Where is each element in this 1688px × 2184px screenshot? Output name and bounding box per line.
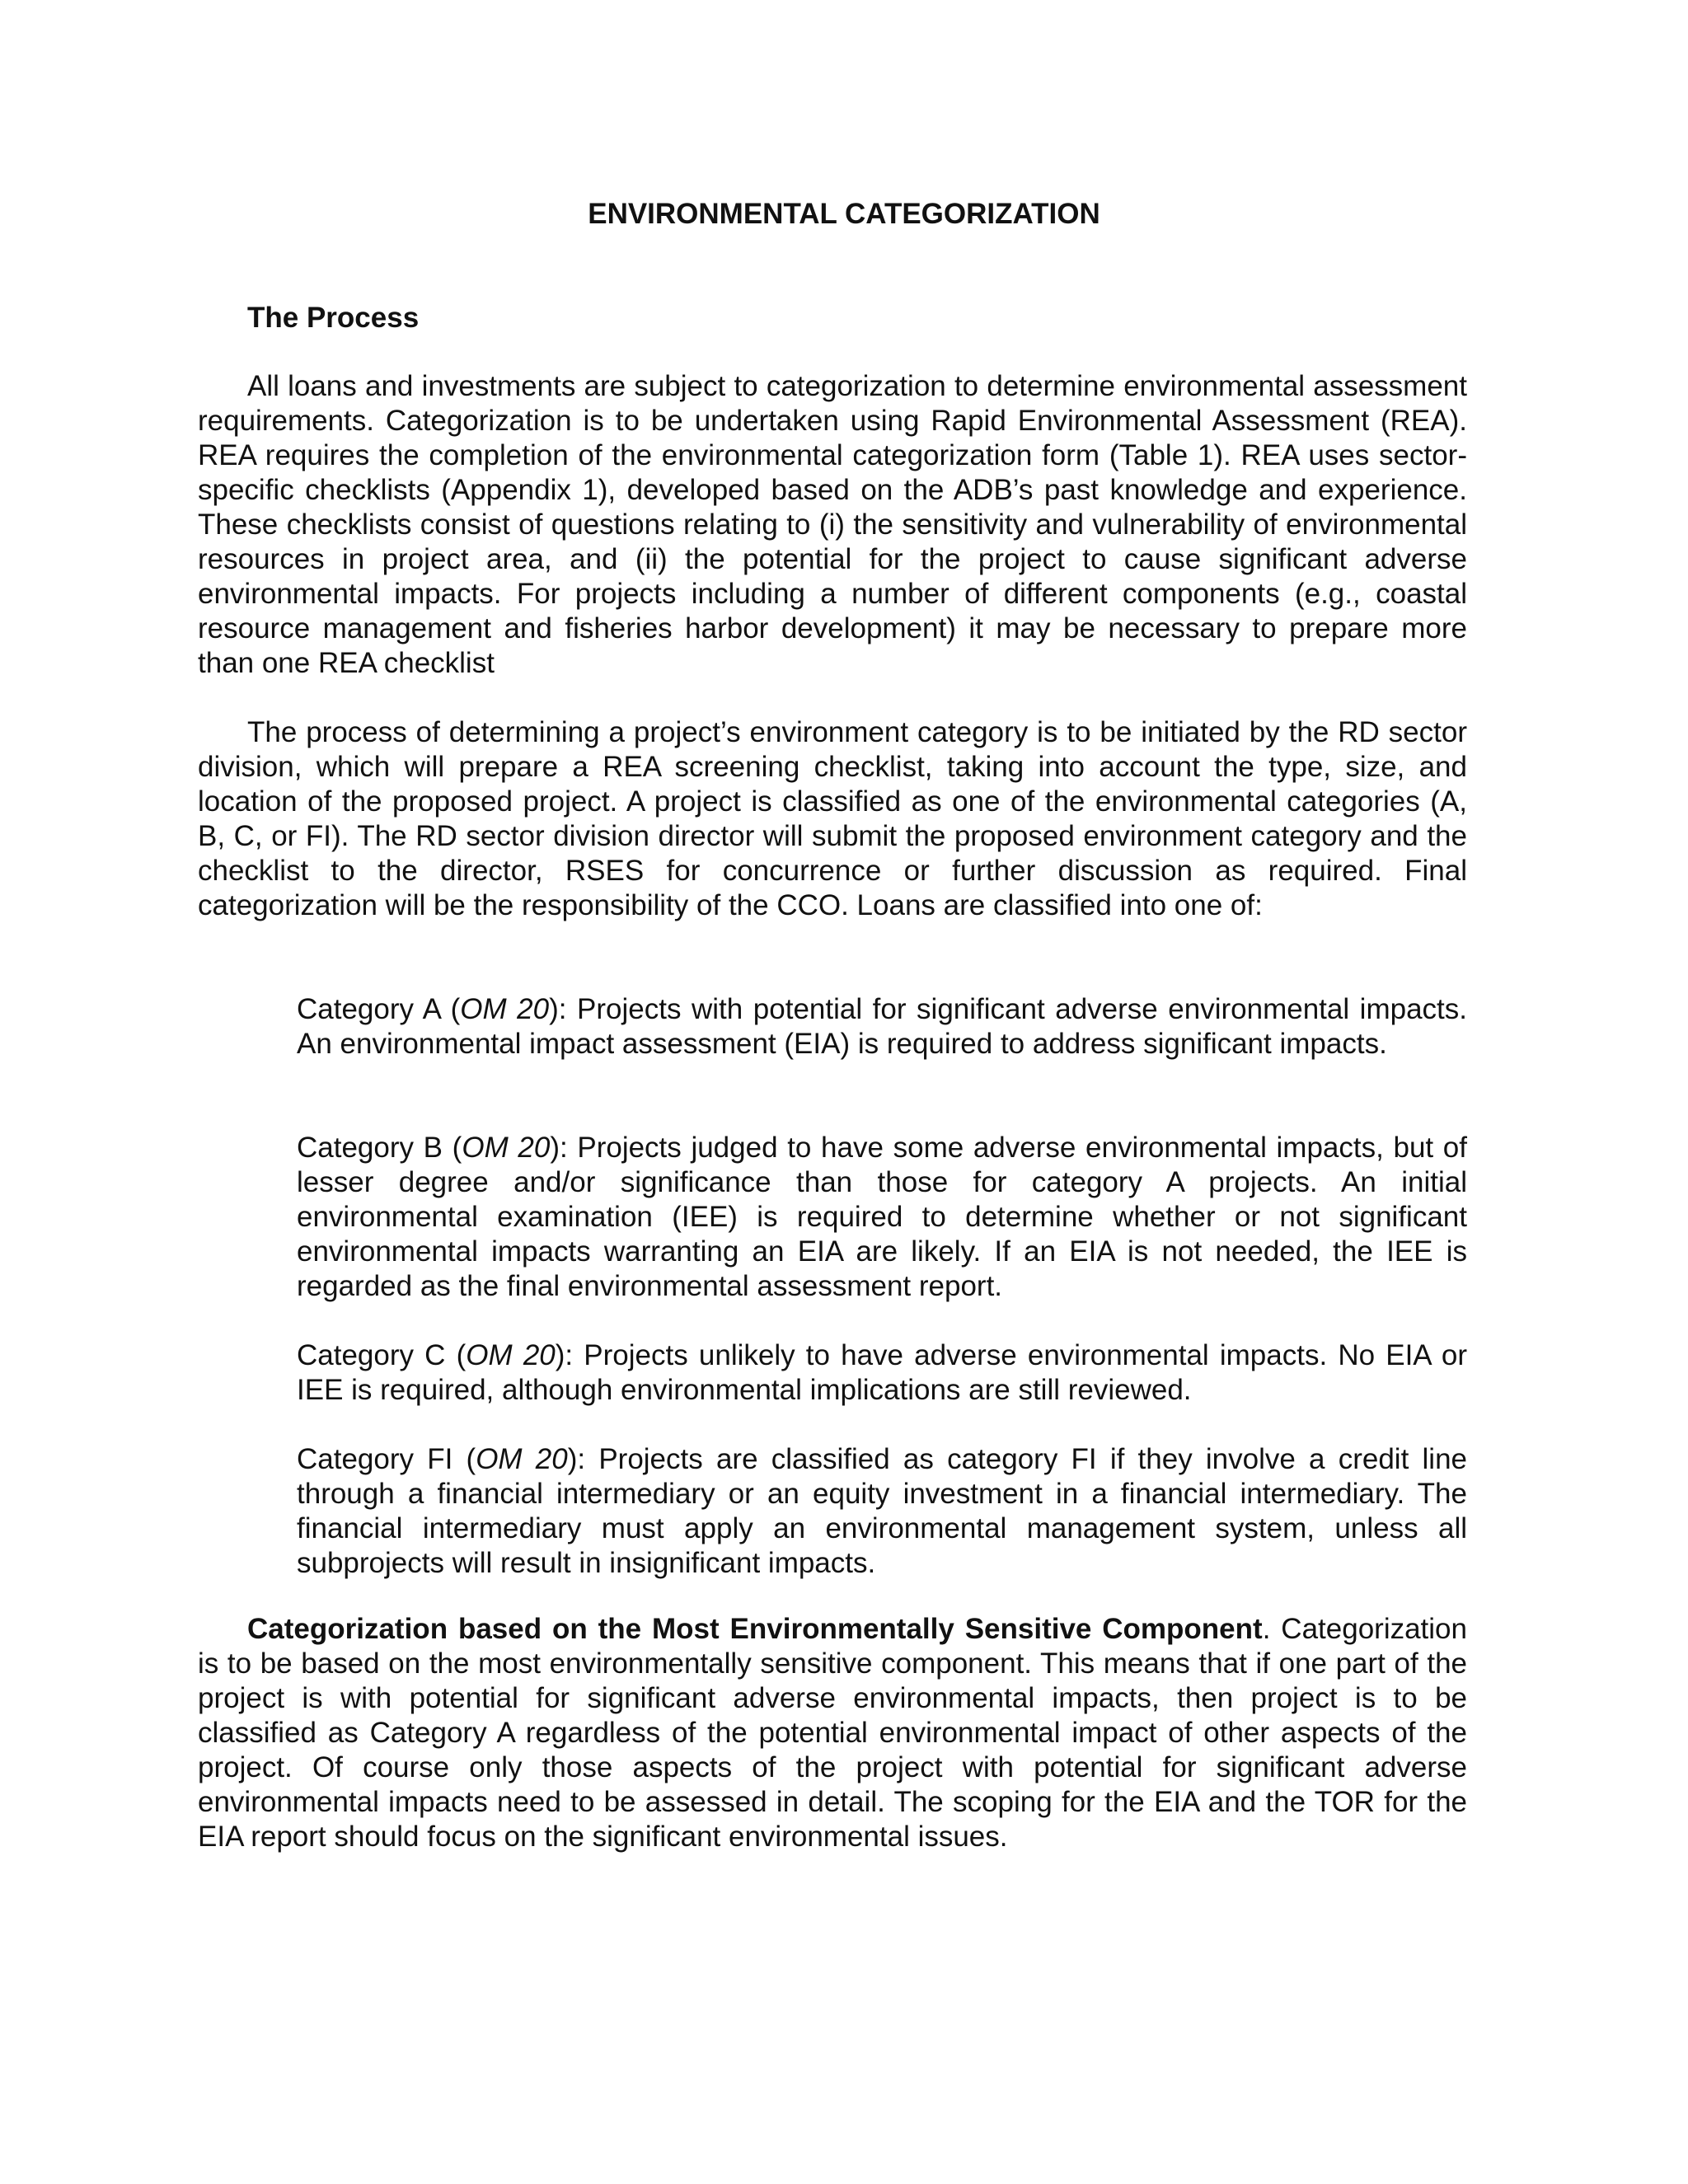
category-c-text: ): Projects unlikely to have adverse environmental impacts. No EIA or IEE is required, although environmental implications are still reviewed. bbox=[297, 1339, 1468, 1406]
category-fi-label: Category FI ( bbox=[297, 1443, 476, 1475]
category-a-item bbox=[297, 992, 1467, 1062]
category-b-ref: OM 20 bbox=[462, 1132, 551, 1164]
document-title: ENVIRONMENTAL CATEGORIZATION bbox=[588, 198, 1100, 230]
category-c-label: Category C ( bbox=[297, 1339, 467, 1371]
category-b-item bbox=[297, 1131, 1467, 1304]
category-b-text: ): Projects judged to have some adverse environmental impacts, but of lesser degree and/or significance than those for category A projects. An initial environmental examination (IEE) is required to determine whether or not significant environmental impacts warranting an EIA are likely. If an EIA is not needed, the IEE is regarded as the final environmental assessment report. bbox=[297, 1132, 1467, 1302]
category-fi-text: ): Projects are classified as category FI if they involve a credit line through a financial intermediary or an equity investment in a financial intermediary. The financial intermediary must apply an environmental management system, unless all subprojects will result in insignificant impacts. bbox=[297, 1443, 1468, 1579]
category-a-text: ): Projects with potential for significant adverse environmental impacts. An environmental impact assessment (EIA) is required to address significant impacts. bbox=[297, 993, 1467, 1060]
paragraph-3-lead-end: . bbox=[1262, 1613, 1271, 1645]
paragraph-rea-overview: All loans and investments are subject to categorization to determine environmental assessment requirements. Categorization is to be undertaken using Rapid Environmental Assessment (REA). REA requires the completion of the environmental categorization form (Table 1). REA uses sector-specific checklists (Appendix 1), developed based on the ADB’s past knowledge and experience. These checklists consist of questions relating to (i) the sensitivity and vulnerability of environmental resources in project area, and (ii) the potential for the project to cause significant adverse environmental impacts. For projects including a number of different components (e.g., coastal resource management and fisheries harbor development) it may be necessary to prepare more than one REA checklist bbox=[198, 370, 1467, 679]
paragraph-sensitive-component bbox=[198, 1612, 1467, 1854]
section-heading: The Process bbox=[247, 302, 420, 334]
category-a-ref: OM 20 bbox=[460, 993, 550, 1025]
category-c-ref: OM 20 bbox=[466, 1339, 556, 1371]
category-b-label: Category B ( bbox=[297, 1132, 462, 1164]
paragraph-3-lead: Categorization based on the Most Environmentally Sensitive Component bbox=[247, 1613, 1263, 1645]
paragraph-process: The process of determining a project’s environment category is to be initiated by the RD sector division, which will prepare a REA screening checklist, taking into account the type, size, and location of the proposed project. A project is classified as one of the environmental categories (A, B, C, or FI). The RD sector division director will submit the proposed environment category and the checklist to the director, RSES for concurrence or further discussion as required. Final categorization will be the responsibility of the CCO. Loans are classified into one of: bbox=[198, 716, 1467, 921]
category-a-label: Category A ( bbox=[297, 993, 461, 1025]
category-fi-item bbox=[297, 1442, 1467, 1581]
category-fi-ref: OM 20 bbox=[476, 1443, 568, 1475]
paragraph-3-body: Categorization is to be based on the most environmentally sensitive component. This means that if one part of the project is with potential for significant adverse environmental impacts, then project is to be classified as Category A regardless of the potential environmental impact of other aspects of the project. Of course only those aspects of the project with potential for significant adverse environmental impacts need to be assessed in detail. The scoping for the EIA and the TOR for the EIA report should focus on the significant environmental issues. bbox=[198, 1613, 1467, 1853]
category-c-item bbox=[297, 1338, 1467, 1408]
